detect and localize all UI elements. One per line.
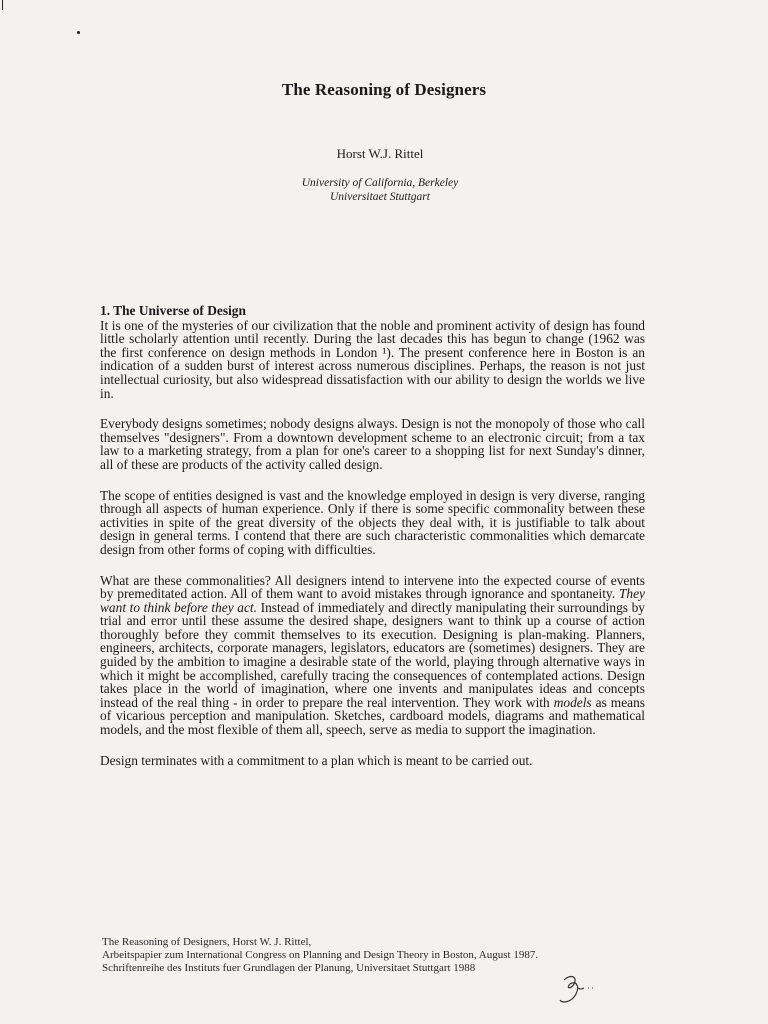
- footer-line: Arbeitspapier zum International Congress on Planning and Design Theory in Boston, August 1987.: [102, 949, 539, 961]
- paragraph: [100, 754, 645, 768]
- emphasis-text: models: [553, 694, 592, 710]
- scan-speck: [2, 0, 3, 10]
- paragraph-text: The scope of entities designed is vast and the knowledge employed in design is very diverse, ranging through all aspects of human experience. Only if there is some specific commonality between these activities in spite of the great diversity of the objects they deal with, it is justifiable to talk about design in general terms. I contend that there are such characteristic commonalities which demarcate design from other forms of coping with difficulties.: [100, 487, 645, 557]
- paragraph: [100, 417, 645, 471]
- emphasis-text: They want to think before they act.: [100, 586, 645, 615]
- affiliation-line: University of California, Berkeley: [301, 177, 459, 189]
- author-name: Horst W.J. Rittel: [336, 146, 424, 161]
- scan-speck: [77, 31, 80, 34]
- affiliation-line: Universitaet Stuttgart: [330, 191, 430, 203]
- paragraph: [100, 489, 645, 557]
- body-text: [100, 304, 645, 784]
- document-title: The Reasoning of Designers: [281, 80, 487, 99]
- paragraph-text: Instead of immediately and directly manipulating their surroundings by trial and error until these assume the desired shape, designers want to think up a course of action thoroughly before they commit themselves to its execution. Designing is plan-making. Planners, engineers, architects, corporate managers, legislators, educators are (sometimes) designers. They are guided by the ambition to imagine a desirable state of the world, playing through alternative ways in which it might be accomplished, carefully tracing the consequences of contemplated actions. Design takes place in the world of imagination, where one invents and manipulates ideas and concepts instead of the real thing - in order to prepare the real intervention. They work with: [100, 599, 645, 710]
- handwritten-initial: [556, 970, 616, 1008]
- paragraph-text: Design terminates with a commitment to a plan which is meant to be carried out.: [100, 752, 533, 768]
- paragraph: [100, 319, 645, 401]
- paragraph-text: What are these commonalities? All designers intend to intervene into the expected course of events by premeditated action. All of them want to avoid mistakes through ignorance and spontaneity.: [100, 572, 645, 602]
- section-heading: 1. The Universe of Design: [100, 303, 246, 318]
- paragraph-text: It is one of the mysteries of our civilization that the noble and prominent activity of design has found little scholarly attention until recently. During the last decades this has begun to change (1962 was the first conference on design methods in London ¹). The present conference here in Boston is an indication of a sudden burst of interest across numerous disciplines. Perhaps, the reason is not just intellectual curiosity, but also widespread dissatisfaction with our ability to design the worlds we live in.: [100, 317, 645, 401]
- paragraph-text: as means of vicarious perception and manipulation. Sketches, cardboard models, diagrams and mathematical models, and the most flexible of them all, speech, serve as media to support the imagination.: [100, 694, 645, 738]
- paragraph-text: Everybody designs sometimes; nobody designs always. Design is not the monopoly of those who call themselves "designers". From a downtown development scheme to an electronic circuit; from a tax law to a marketing strategy, from a plan for one's career to a shopping list for next Sunday's dinner, all of these are products of the activity called design.: [100, 416, 645, 472]
- footer-line: The Reasoning of Designers, Horst W. J. Rittel,: [102, 936, 312, 948]
- paragraph: [100, 574, 645, 737]
- footer-line: Schriftenreihe des Instituts fuer Grundlagen der Planung, Universitaet Stuttgart 1988: [102, 962, 476, 974]
- affiliations: [0, 176, 760, 204]
